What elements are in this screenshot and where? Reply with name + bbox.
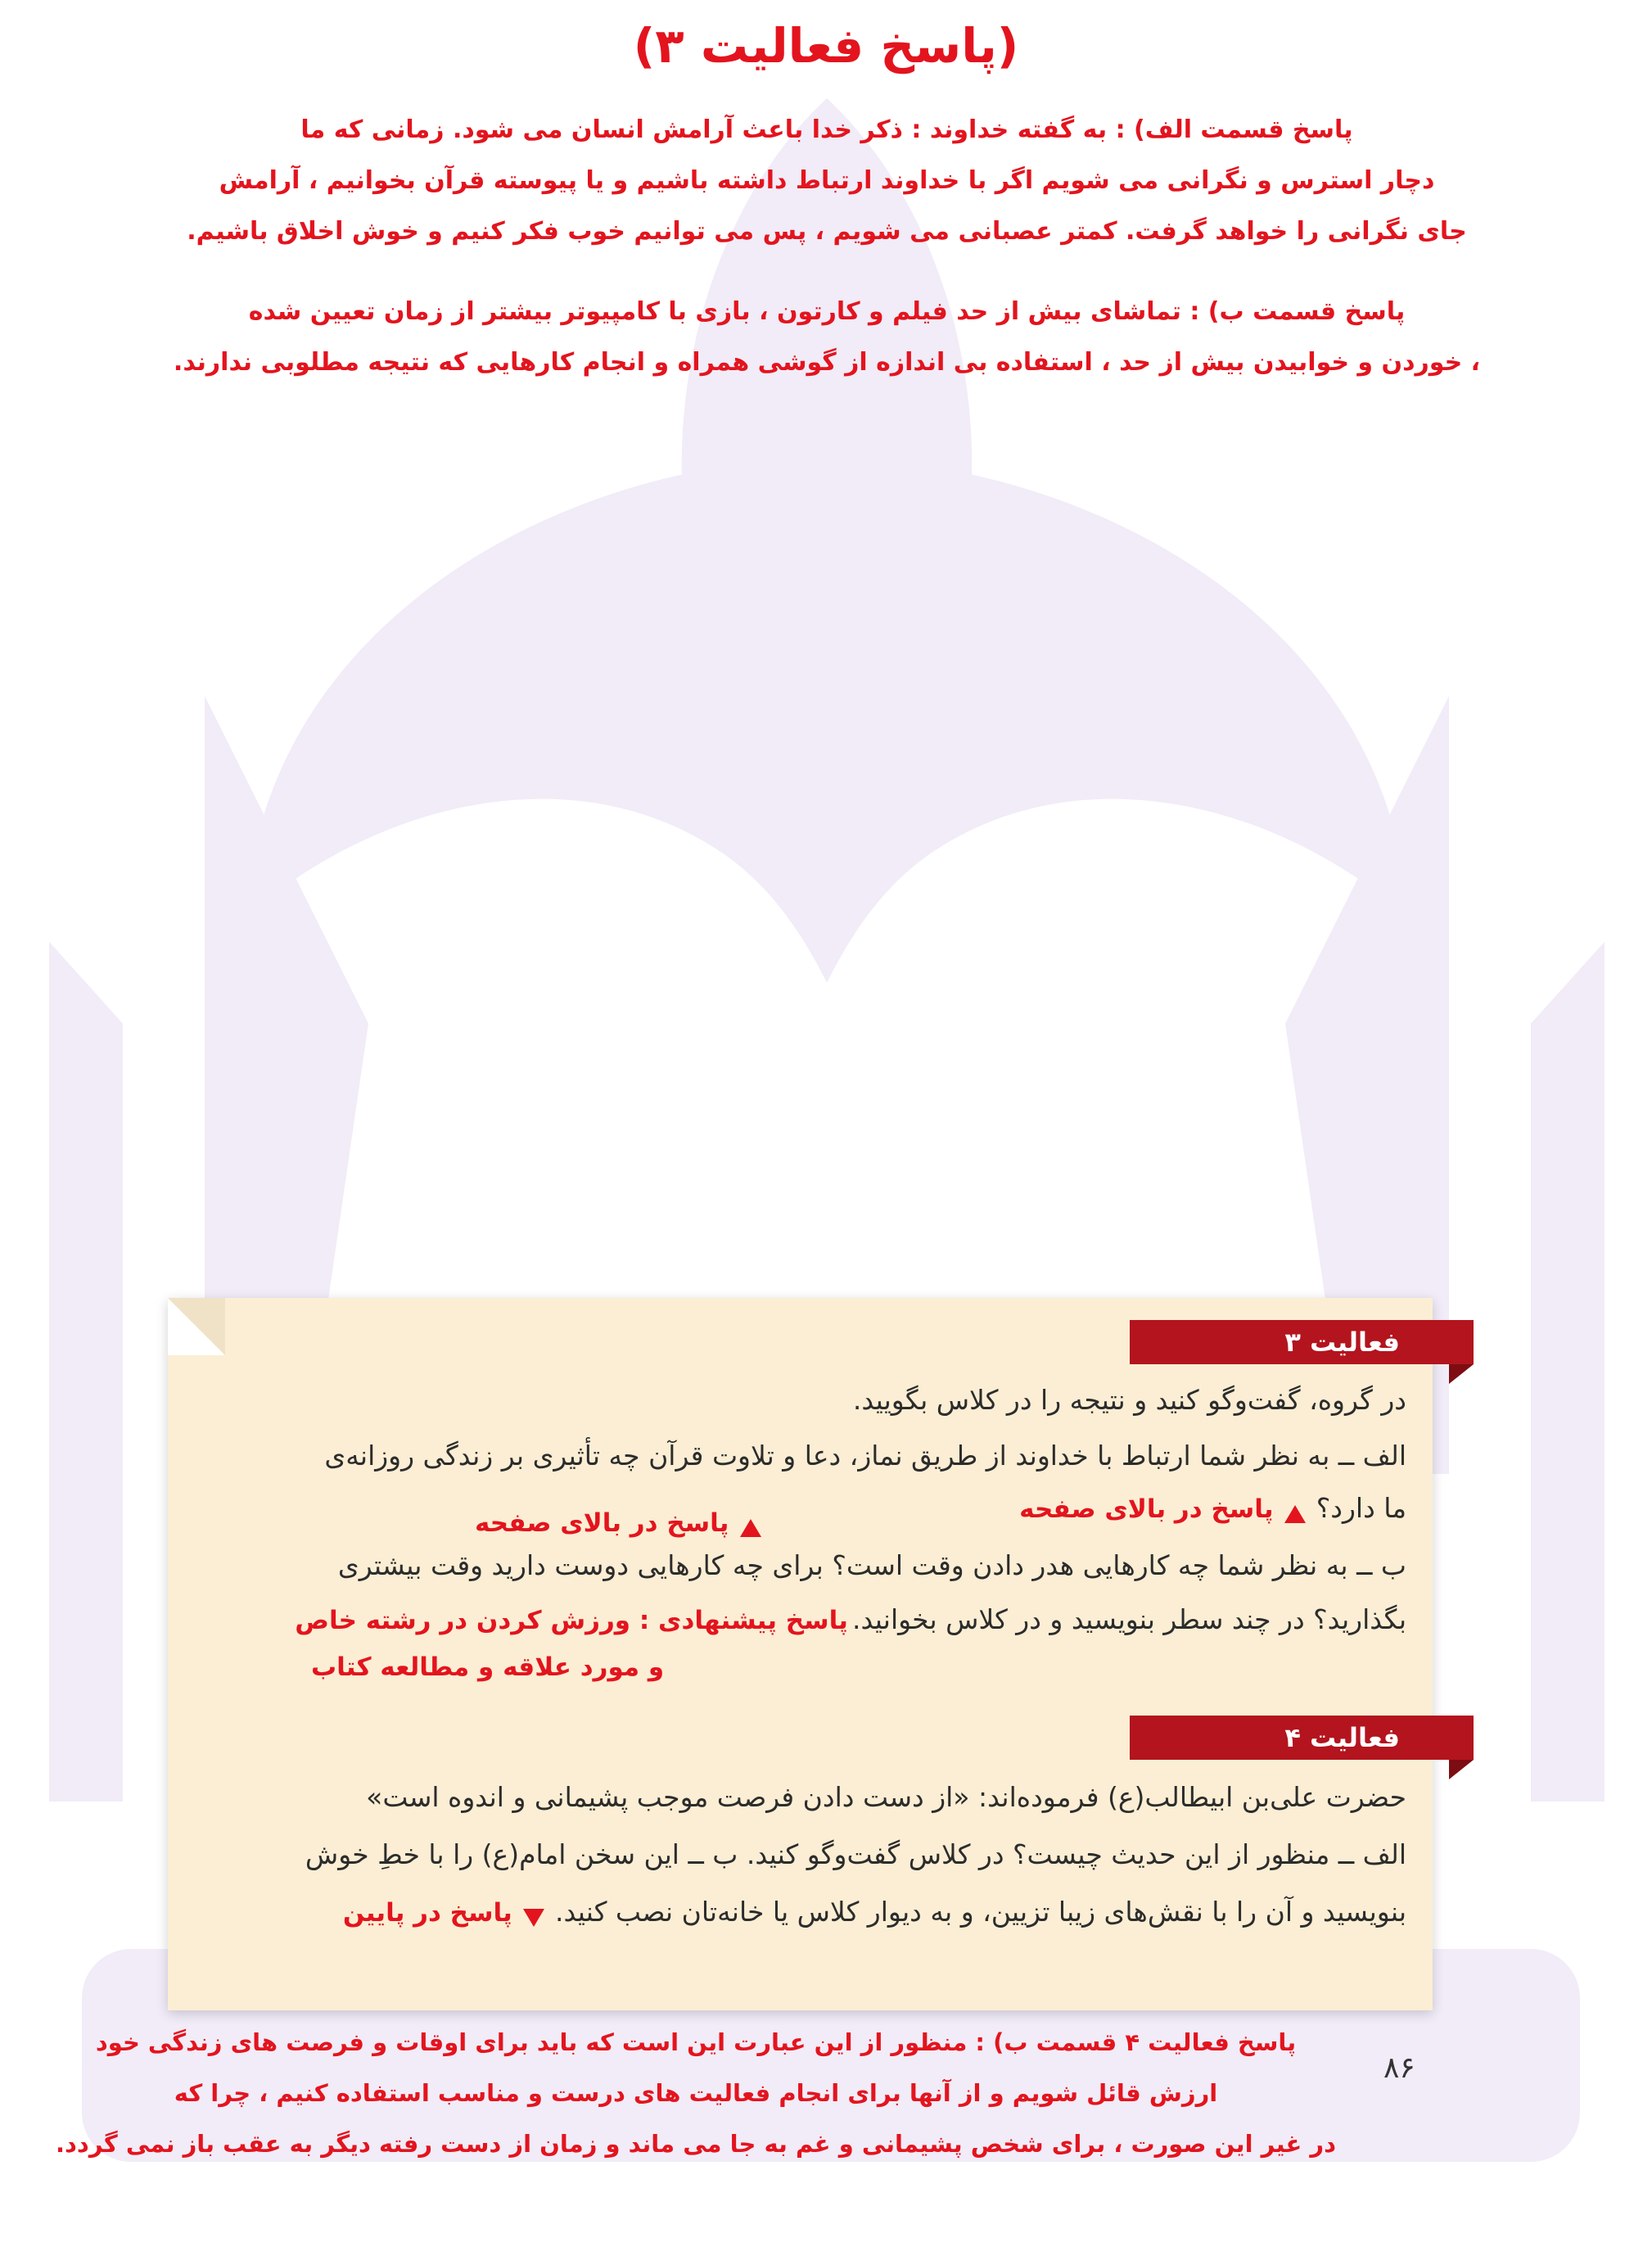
activity-4-ribbon: فعالیت ۴ (1130, 1716, 1474, 1760)
answer-part-b (131, 287, 1523, 388)
question-b-text: بگذارید؟ در چند سطر بنویسید و در کلاس بخوانید. (851, 1603, 1406, 1635)
ribbon-tail (1449, 1364, 1474, 1384)
activity-4-text: بنویسید و آن را با نقش‌های زیبا تزیین، و به دیوار کلاس یا خانه‌تان نصب کنید. (554, 1896, 1406, 1928)
answer-a-line: جای نگرانی را خواهد گرفت. کمتر عصبانی می شویم ، پس می توانیم خوب فکر کنیم و خوش اخلاق باشیم. (187, 217, 1467, 246)
answer-activity-4-b (41, 2017, 1351, 2169)
triangle-down-icon (523, 1909, 544, 1927)
answer-b-line: ، خوردن و خوابیدن بیش از حد ، استفاده بی اندازه از گوشی همراه و انجام کارهایی که نتیجه مطلوبی ندارند. (173, 348, 1481, 377)
activity-4-line-3 (162, 1896, 1406, 1928)
question-a-text: ما دارد؟ (1316, 1492, 1406, 1524)
answer-4b-line: در غیر این صورت ، برای شخص پشیمانی و غم به جا می ماند و زمان از دست رفته دیگر به عقب باز نمی گردد. (56, 2130, 1336, 2158)
activity-4-line-1: حضرت علی‌بن ابیطالب(ع) فرموده‌اند: «از دست دادن فرصت موجب پشیمانی و اندوه است» (366, 1781, 1406, 1813)
triangle-up-icon (1284, 1505, 1306, 1523)
activity-3-question-a-end (162, 1492, 1406, 1524)
answer-4b-line: ارزش قائل شویم و از آنها برای انجام فعالیت های درست و مناسب استفاده کنیم ، چرا که (174, 2079, 1218, 2107)
page-title: (پاسخ فعالیت ۳) (633, 18, 1019, 74)
activity-3-question-a: الف ــ به نظر شما ارتباط با خداوند از طریق نماز، دعا و تلاوت قرآن چه تأثیری بر زندگی روزانه‌ی (324, 1440, 1406, 1472)
suggested-answer: پاسخ پیشنهادی : ورزش کردن در رشته خاص (295, 1606, 848, 1635)
answer-a-line: پاسخ قسمت الف) : به گفته خداوند : ذکر خدا باعث آرامش انسان می شود. زمانی که ما (300, 115, 1353, 144)
activity-3-intro: در گروه، گفت‌وگو کنید و نتیجه را در کلاس بگویید. (852, 1384, 1406, 1416)
activity-4-line-2: الف ــ منظور از این حدیث چیست؟ در کلاس گفت‌وگو کنید. ب ــ این سخن امام(ع) را با خطِ خوش (305, 1838, 1406, 1870)
suggested-answer-cont: و مورد علاقه و مطالعه کتاب (311, 1652, 665, 1682)
answer-part-a (131, 105, 1523, 257)
page-number: ۸۶ (1383, 2051, 1415, 2085)
answer-4b-line: پاسخ فعالیت ۴ قسمت ب) : منظور از این عبارت این است که باید برای اوقات و فرصت های زندگی خود (95, 2028, 1297, 2056)
answer-a-line: دچار استرس و نگرانی می شویم اگر با خداوند ارتباط داشته باشیم و یا پیوسته قرآن بخوانیم ، آرامش (219, 166, 1435, 195)
card-corner-fold-shade (168, 1298, 225, 1355)
ribbon-tail (1449, 1760, 1474, 1779)
answer-above-note-text: پاسخ در بالای صفحه (475, 1508, 729, 1538)
answer-above-note-2 (475, 1508, 768, 1538)
answer-above-note: پاسخ در بالای صفحه (1019, 1494, 1274, 1524)
activity-3-question-b-end (162, 1603, 1406, 1635)
answer-below-note: پاسخ در پایین (342, 1898, 512, 1928)
activity-3-ribbon: فعالیت ۳ (1130, 1320, 1474, 1364)
triangle-up-icon (740, 1519, 761, 1537)
answer-b-line: پاسخ قسمت ب) : تماشای بیش از حد فیلم و کارتون ، بازی با کامپیوتر بیشتر از زمان تعیین شده (248, 297, 1406, 326)
activity-3-question-b: ب ــ به نظر شما چه کارهایی هدر دادن وقت است؟ برای چه کارهایی دوست دارید وقت بیشتری (337, 1549, 1406, 1581)
